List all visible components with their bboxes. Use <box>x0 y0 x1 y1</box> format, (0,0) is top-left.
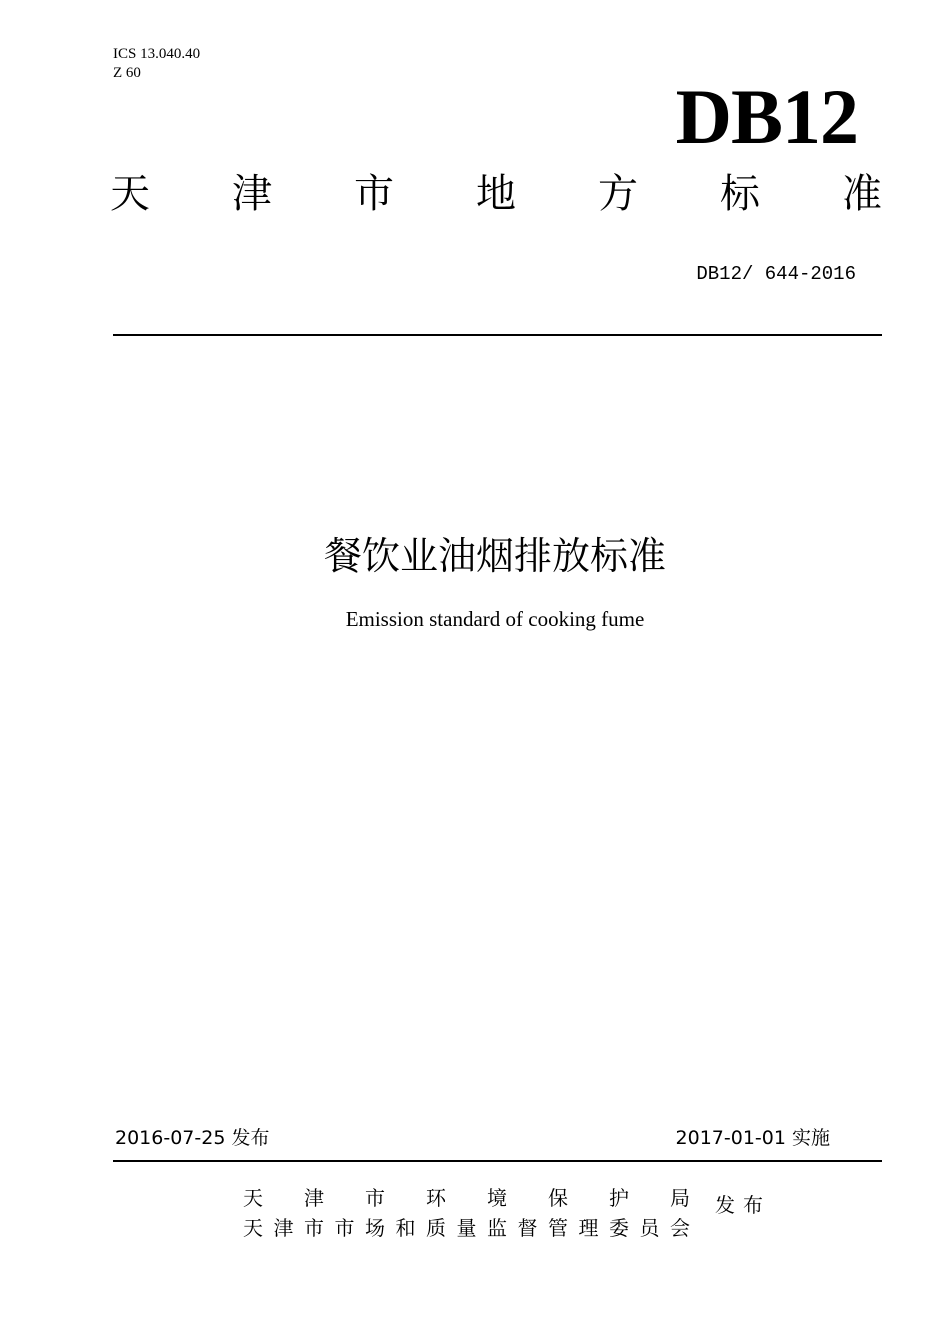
issuer-char: 委 <box>609 1216 629 1240</box>
issue-date: 2016-07-25 发布 <box>115 1127 270 1149</box>
issuer-char: 质 <box>426 1216 446 1240</box>
ccs-code: Z 60 <box>113 65 141 81</box>
issuer-char: 津 <box>273 1216 294 1240</box>
document-title-chinese: 餐饮业油烟排放标准 <box>323 534 666 578</box>
issuer-char: 市 <box>334 1216 355 1240</box>
standard-type-char: 方 <box>598 171 638 216</box>
issuer-char: 护 <box>609 1186 629 1210</box>
standard-number: DB12/ 644-2016 <box>696 263 856 285</box>
standard-code: DB12 <box>675 73 858 160</box>
ics-code: ICS 13.040.40 <box>113 46 201 62</box>
issuer-char: 会 <box>670 1216 690 1240</box>
document-title-english: Emission standard of cooking fume <box>345 607 645 631</box>
issuer-char: 环 <box>426 1186 446 1210</box>
standard-type-char: 天 <box>110 171 150 216</box>
standard-type-char: 标 <box>720 171 760 216</box>
publish-label: 发布 <box>715 1193 771 1217</box>
issuer-char: 场 <box>365 1216 385 1240</box>
issuer-char: 保 <box>548 1186 568 1210</box>
standard-type-char: 准 <box>842 171 882 216</box>
standard-type-char: 地 <box>476 171 516 216</box>
issuer-char: 督 <box>517 1216 538 1240</box>
issuer-char: 监 <box>487 1216 507 1240</box>
issuer-char: 境 <box>487 1186 507 1210</box>
issuer-char: 局 <box>670 1186 690 1210</box>
standard-type-char: 津 <box>232 171 272 216</box>
issuer-char: 管 <box>548 1216 568 1240</box>
issuer-market-quality-commission <box>243 1214 690 1242</box>
issuer-char: 和 <box>395 1216 416 1240</box>
issuer-char: 津 <box>304 1186 324 1210</box>
issuer-char: 员 <box>639 1216 660 1240</box>
issuer-char: 理 <box>578 1216 599 1240</box>
issuer-environment-bureau <box>243 1184 690 1212</box>
standard-type-char: 市 <box>354 171 394 216</box>
top-divider <box>113 334 882 336</box>
implementation-date: 2017-01-01 实施 <box>675 1127 830 1149</box>
issuer-char: 天 <box>243 1186 263 1210</box>
issuer-char: 天 <box>243 1216 263 1240</box>
bottom-divider <box>113 1160 882 1162</box>
issuer-char: 市 <box>365 1186 385 1210</box>
issuer-char: 量 <box>456 1216 477 1240</box>
classification-codes <box>113 45 200 83</box>
issuer-char: 市 <box>304 1216 324 1240</box>
standard-type <box>110 166 882 222</box>
